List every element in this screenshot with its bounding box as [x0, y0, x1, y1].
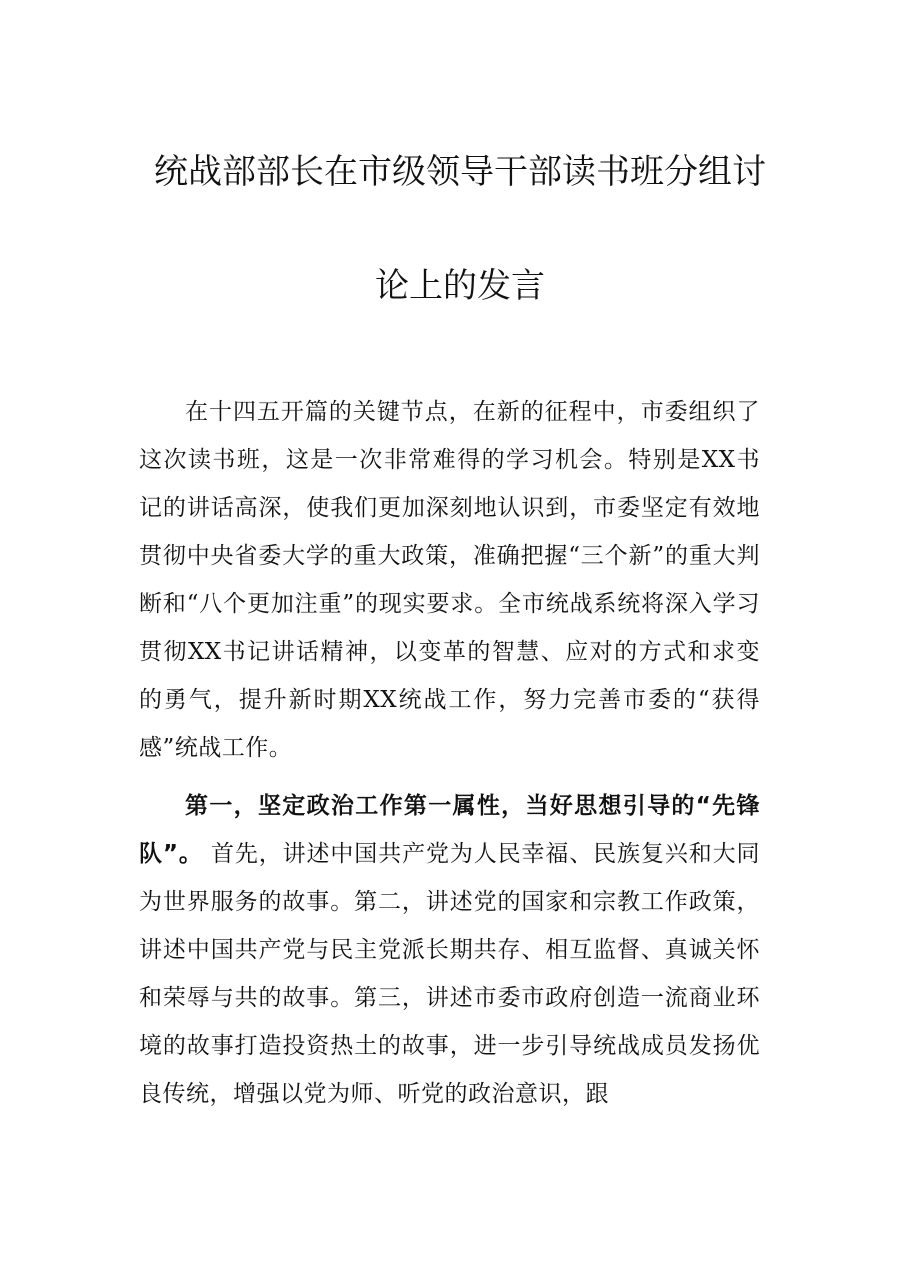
paragraph-heading: 第一，坚定政治工作第一属性，当好思想引导的“先锋队”。: [139, 793, 760, 867]
paragraph-intro: 在十四五开篇的关键节点，在新的征程中，市委组织了这次读书班，这是一次非常难得的学习机会。特别是XX书记的讲话高深，使我们更加深刻地认识到，市委坚定有效地贯彻中央省委大学的重大政策，准确把握“三个新”的重大判断和“八个更加注重”的现实要求。全市统战系统将深入学习贯彻XX书记讲话精神，以变革的智慧、应对的方式和求变的勇气，提升新时期XX统战工作，努力完善市委的“获得感”统战工作。: [139, 399, 760, 761]
document-title-line-2: 论上的发言: [375, 266, 545, 306]
paragraph-body: 首先，讲述中国共产党为人民幸福、民族复兴和大同为世界服务的故事。第二，讲述党的国家和宗教工作政策，讲述中国共产党与民主党派长期共存、相互监督、真诚关怀和荣辱与共的故事。第三，讲述市委市政府创造一流商业环境的故事打造投资热土的故事，进一步引导统战成员发扬优良传统，增强以党为师、听党的政治意识，跟: [139, 841, 760, 1107]
document-title-line-1: 统战部部长在市级领导干部读书班分组讨: [154, 152, 766, 192]
paragraph-first-point: [139, 782, 760, 1118]
